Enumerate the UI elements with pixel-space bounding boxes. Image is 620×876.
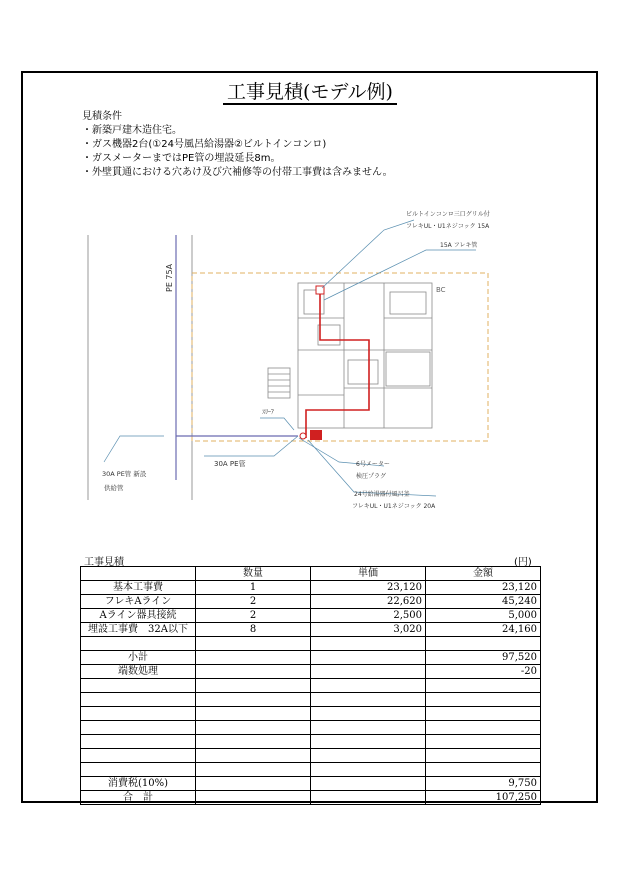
flex15-fitting-label: フレキUL・U1ネジコック 15A	[406, 223, 490, 230]
item-amount: 24,160	[426, 623, 541, 637]
header-cell: 数量	[196, 567, 311, 581]
rounding-value: -20	[426, 665, 541, 679]
item-qty: 2	[196, 609, 311, 623]
table-row-empty	[81, 735, 541, 749]
table-row-empty	[81, 637, 541, 651]
table-row-empty	[81, 763, 541, 777]
header-cell: 金額	[426, 567, 541, 581]
total-label: 合 計	[81, 791, 196, 805]
item-amount: 23,120	[426, 581, 541, 595]
bc-label: BC	[436, 286, 446, 294]
table-row	[81, 581, 541, 595]
door-label: ｽﾘｰｱ	[262, 409, 275, 416]
table-row-empty	[81, 721, 541, 735]
pe75-label: PE 75A	[165, 263, 174, 292]
total-row	[81, 791, 541, 805]
table-row-empty	[81, 749, 541, 763]
item-name: 埋設工事費 32A以下	[81, 623, 196, 637]
table-row-empty	[81, 679, 541, 693]
total-value: 107,250	[426, 791, 541, 805]
table-header-row	[81, 567, 541, 581]
subtotal-row	[81, 651, 541, 665]
subtotal-value: 97,520	[426, 651, 541, 665]
item-amount: 45,240	[426, 595, 541, 609]
tax-label: 消費税(10%)	[81, 777, 196, 791]
item-name: 基本工事費	[81, 581, 196, 595]
water-heater-label: 24号給湯器付風呂釜	[354, 491, 410, 498]
condition-item: ・ガスメーターまではPE管の埋設延長8m。	[82, 153, 281, 164]
estimate-label: 工事見積	[84, 557, 124, 568]
property-boundary	[192, 273, 488, 441]
flex20-fitting-label: フレキUL・U1ネジコック 20A	[352, 503, 436, 510]
table-row	[81, 595, 541, 609]
item-unit-price: 23,120	[311, 581, 426, 595]
table-row	[81, 609, 541, 623]
table-row	[81, 623, 541, 637]
table-row-empty	[81, 707, 541, 721]
condition-item: ・新築戸建木造住宅。	[82, 125, 182, 136]
water-heater-marker	[310, 430, 322, 440]
header-cell: 単価	[311, 567, 426, 581]
item-unit-price: 3,020	[311, 623, 426, 637]
tax-value: 9,750	[426, 777, 541, 791]
condition-item: ・外壁貫通における穴あけ及び穴補修等の付帯工事費は含みません。	[82, 167, 393, 178]
subtotal-label: 小計	[81, 651, 196, 665]
flex15-label: 15A フレキ管	[440, 242, 478, 249]
meter-label: 6号メーター	[356, 461, 390, 468]
item-unit-price: 22,620	[311, 595, 426, 609]
item-unit-price: 2,500	[311, 609, 426, 623]
page-title: 工事見積(モデル例)	[0, 77, 620, 104]
item-qty: 2	[196, 595, 311, 609]
item-qty: 8	[196, 623, 311, 637]
supply-pipe-label: 供給管	[104, 484, 124, 492]
pe30-new-label: 30A PE管 新設	[102, 470, 147, 478]
condition-item: ・ガス機器2台(①24号風呂給湯器②ビルトインコンロ)	[82, 139, 327, 150]
currency-unit: (円)	[514, 557, 532, 568]
floor-plan-drawing	[84, 200, 524, 520]
item-name: Aライン器具接続	[81, 609, 196, 623]
rounding-label: 端数処理	[81, 665, 196, 679]
pe30-label: 30A PE管	[214, 460, 246, 468]
conditions-block	[82, 110, 393, 180]
item-amount: 5,000	[426, 609, 541, 623]
builtin-stove-label: ビルトインコンロ三口グリル付	[406, 211, 490, 218]
leader-lines	[104, 220, 476, 496]
header-cell	[81, 567, 196, 581]
tax-row	[81, 777, 541, 791]
house-floor-plan	[268, 283, 432, 428]
table-row-empty	[81, 693, 541, 707]
conditions-heading: 見積条件	[82, 111, 122, 122]
item-name: フレキAライン	[81, 595, 196, 609]
rounding-row	[81, 665, 541, 679]
gas-meter-marker	[300, 433, 306, 439]
estimate-table	[80, 566, 541, 805]
item-qty: 1	[196, 581, 311, 595]
pressure-plug-label: 検圧プラグ	[356, 473, 387, 480]
